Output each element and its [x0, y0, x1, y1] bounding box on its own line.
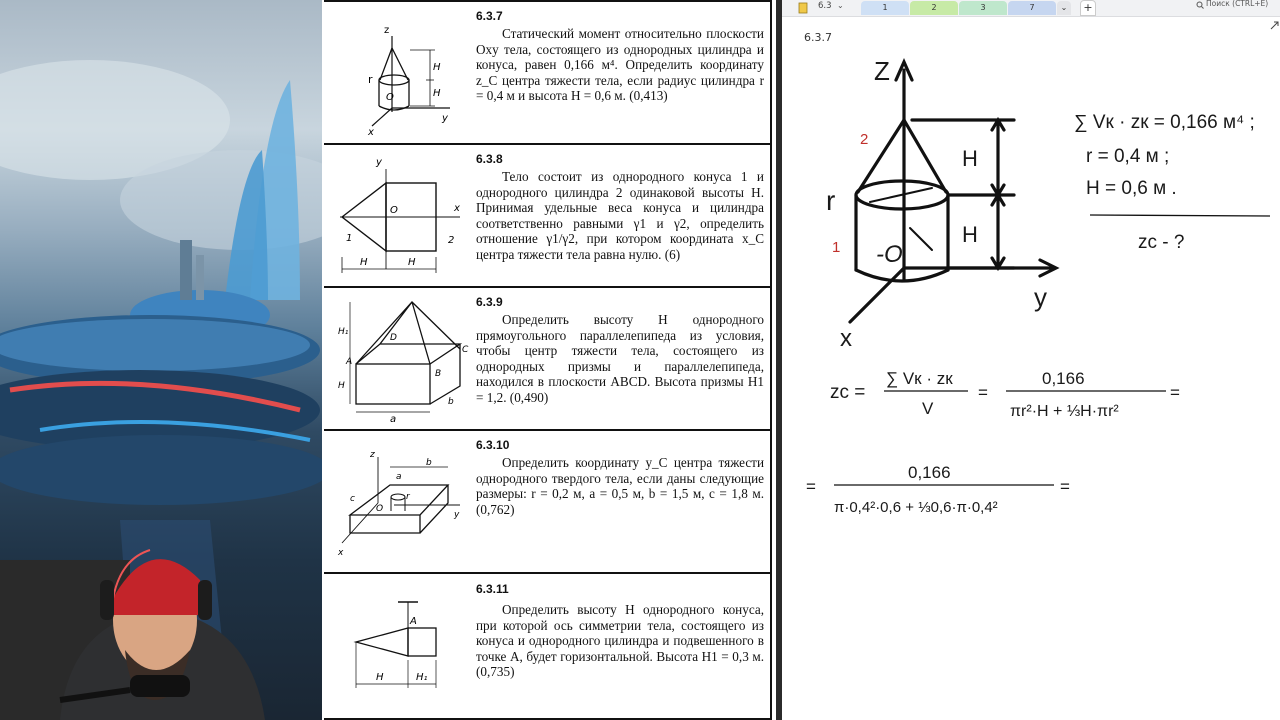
problem-number: 6.3.8 — [476, 152, 503, 166]
find-line: zc - ? — [1138, 232, 1185, 253]
fig-label: y — [376, 157, 382, 168]
page-title: 6.3.7 — [804, 31, 832, 44]
fig-label: O — [390, 205, 398, 216]
fig-label: x — [454, 203, 460, 214]
fig-label: y — [454, 510, 460, 520]
fig-label: H₁ — [416, 672, 428, 683]
hand-drawn-figure — [850, 62, 1056, 322]
equation-term: = — [978, 383, 988, 402]
chevron-down-icon[interactable]: ⌄ — [837, 1, 844, 10]
fig-label: z — [370, 450, 375, 460]
handwriting-canvas[interactable] — [782, 40, 1280, 720]
note-app-window — [776, 0, 1280, 720]
notebook-icon[interactable] — [798, 2, 808, 14]
figure-slab-with-hole — [330, 437, 470, 567]
height-label: H — [962, 146, 978, 171]
tabs-overflow-button[interactable]: ⌄ — [1057, 1, 1071, 15]
figure-prism-parallelepiped — [330, 294, 470, 424]
fig-label: H — [408, 257, 416, 268]
microphone — [130, 675, 190, 697]
equation-term: = — [1060, 477, 1070, 496]
height-label: H — [962, 222, 978, 247]
fig-label: y — [442, 113, 448, 124]
textbook-page — [322, 0, 776, 720]
page-tab[interactable]: 7 — [1008, 1, 1056, 15]
page-tab[interactable]: 3 — [959, 1, 1007, 15]
equation-term: 0,166 — [1042, 369, 1085, 388]
problem-number: 6.3.9 — [476, 295, 503, 309]
part-label: 2 — [860, 131, 869, 148]
axis-label: x — [840, 325, 852, 352]
given-line: H = 0,6 м . — [1086, 178, 1177, 199]
add-tab-button[interactable]: + — [1080, 0, 1096, 16]
problem-number: 6.3.10 — [476, 438, 510, 452]
fig-label: D — [390, 333, 397, 343]
equation-term: πr²·H + ⅓H·πr² — [1010, 403, 1119, 420]
axis-label: y — [1034, 282, 1047, 312]
divider-line — [1090, 215, 1270, 216]
fig-label: O — [386, 92, 394, 103]
section-tab-bar — [782, 0, 1280, 17]
figure-cylinder-cone — [330, 8, 470, 138]
fig-label: a — [390, 414, 397, 424]
fig-label: b — [426, 458, 432, 468]
fig-label: C — [462, 345, 469, 355]
problem-6-3-7 — [324, 0, 772, 145]
problem-text: Определить высоту H однородного конуса, при которой ось симметрии тела, состоящего из конуса и однородного цилиндра и подвешенного в точке A, будет горизонтальной. Высота H1 = 0,3 м. (0,735) — [476, 602, 764, 680]
fig-label: A — [410, 616, 417, 627]
equation-term: ∑ Vк · zк — [886, 369, 953, 388]
fig-label: z — [384, 25, 390, 36]
fig-label: B — [435, 369, 442, 379]
background-wallpaper — [0, 0, 322, 720]
search-input[interactable]: Поиск (CTRL+E) — [1206, 0, 1269, 8]
fig-label: H₁ — [338, 327, 349, 337]
problem-number: 6.3.11 — [476, 582, 509, 596]
fig-label: x — [338, 548, 344, 558]
fig-label: H — [338, 381, 345, 391]
problem-text: Определить высоту H однородного прямоугольного параллелепипеда из условия, чтобы центр тяжести тела, состоящего из однородных призмы и параллелепипеда, находился в плоскости ABCD. Высота призмы H1 = 1,2. (0,490) — [476, 312, 764, 405]
fig-label: 1 — [346, 233, 353, 244]
fig-label: 2 — [448, 235, 455, 246]
headphones-left — [100, 580, 114, 620]
part-label: 1 — [832, 239, 841, 256]
equation-term: = — [1170, 383, 1180, 402]
webcam-overlay — [0, 0, 322, 720]
fig-label: H — [433, 88, 441, 99]
equation-term: V — [922, 399, 934, 418]
problem-6-3-10 — [324, 429, 772, 574]
given-line: r = 0,4 м ; — [1086, 146, 1170, 167]
problem-number: 6.3.7 — [476, 9, 503, 23]
page-tab[interactable]: 2 — [910, 1, 958, 15]
page-tab[interactable]: 1 — [861, 1, 909, 15]
fig-label: r — [406, 492, 410, 502]
fig-label: r — [368, 73, 373, 86]
problem-text: Статический момент относительно плоскости Oxy тела, состоящего из однородных цилиндра и конуса, равен 0,166 м⁴. Определить координату z_C центра тяжести тела, если радиус цилиндра r = 0,4 м и высота H = 0,6 м. (0,413) — [476, 26, 764, 104]
expand-icon[interactable] — [1270, 21, 1279, 30]
problem-6-3-8 — [324, 143, 772, 288]
equation-term: zc = — [830, 382, 866, 403]
axis-label: Z — [874, 56, 890, 86]
fig-label: H — [360, 257, 368, 268]
fig-label: A — [346, 357, 353, 367]
equation-term: π·0,4²·0,6 + ⅓0,6·π·0,4² — [834, 499, 998, 516]
fig-label: H — [376, 672, 384, 683]
fig-label: x — [368, 127, 374, 138]
fig-label: a — [396, 472, 402, 482]
problem-6-3-11 — [324, 572, 772, 720]
given-line: ∑ Vк · zк = 0,166 м⁴ ; — [1074, 112, 1255, 133]
headphones-right — [198, 580, 212, 620]
problem-text: Определить координату y_C центра тяжести однородного твердого тела, если даны следующие размеры: r = 0,2 м, a = 0,5 м, b = 1,5 м, c = 1,8 м. (0,762) — [476, 455, 764, 517]
search-icon[interactable] — [1196, 1, 1204, 9]
figure-cone-cylinder — [330, 151, 470, 281]
fig-label: b — [448, 397, 454, 407]
problem-text: Тело состоит из однородного конуса 1 и однородного цилиндра 2 одинаковой высоты H. Принимая удельные веса конуса и цилиндра соответственно равными γ1 и γ2, определить отношение γ1/γ2, при котором координата x_C центра тяжести тела равна нулю. (6) — [476, 169, 764, 262]
equation-term: = — [806, 477, 816, 496]
fig-label: c — [350, 494, 355, 504]
figure-suspended-cone — [330, 580, 470, 710]
section-label[interactable]: 6.3 — [818, 1, 832, 11]
fig-label: H — [433, 62, 441, 73]
origin-label: -O — [876, 241, 903, 268]
equation-term: 0,166 — [908, 463, 951, 482]
radius-label: r — [826, 185, 836, 216]
fig-label: O — [376, 504, 384, 514]
problem-6-3-9 — [324, 286, 772, 431]
